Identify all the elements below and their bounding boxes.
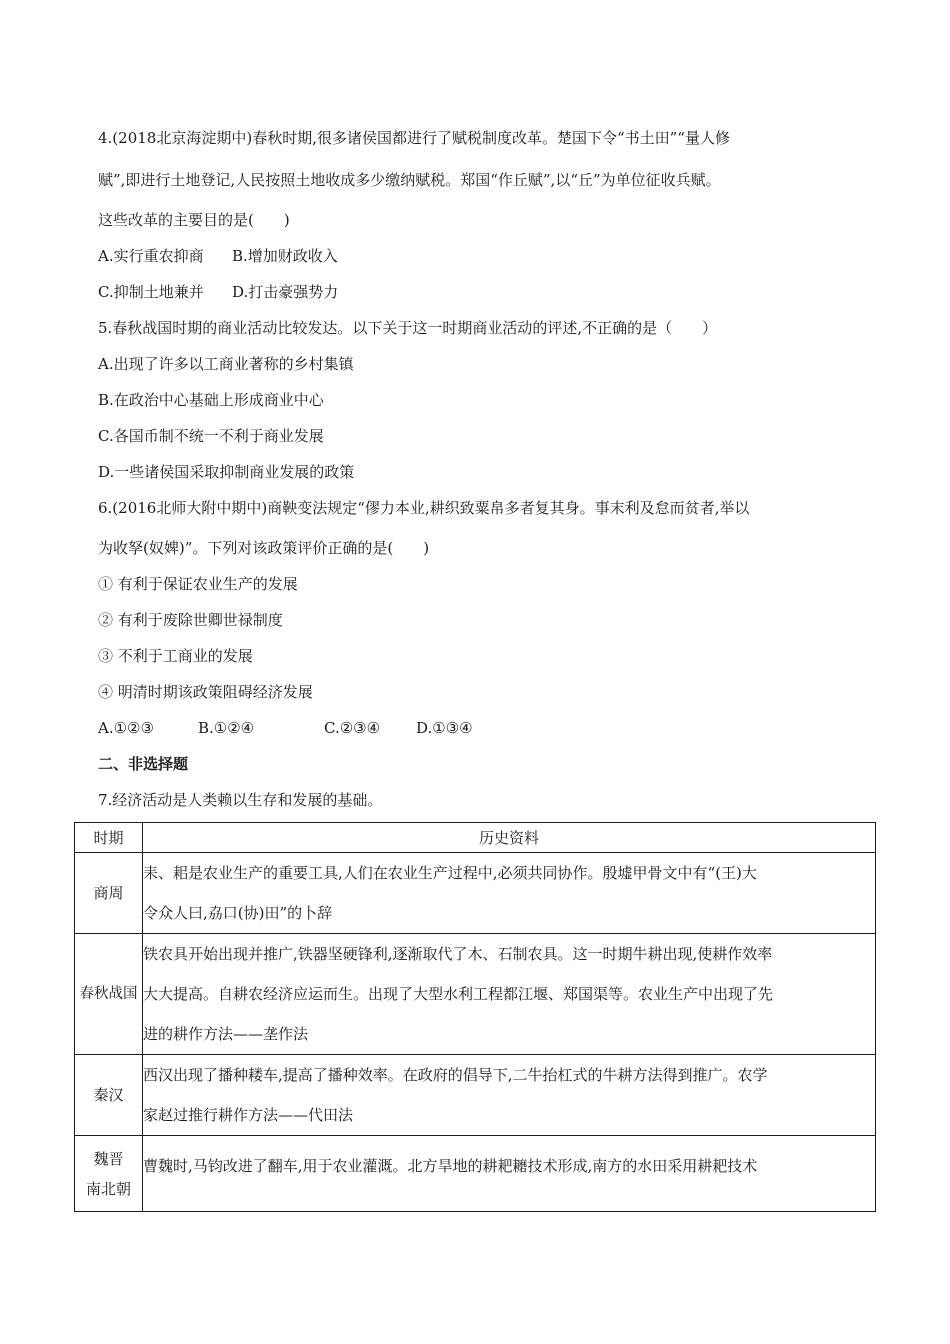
q4-option-c: C.抑制土地兼并 <box>98 283 204 301</box>
q6-statement-2: ② 有利于废除世卿世禄制度 <box>98 611 283 629</box>
period-label: 秦汉 <box>93 1086 124 1104</box>
material-line: 大大提高。自耕农经济应运而生。出现了大型水利工程都江堰、郑国渠等。农业生产中出现了先 <box>143 985 774 1003</box>
q6-option-b: B.①②④ <box>198 719 255 737</box>
q5-option-c: C.各国币制不统一不利于商业发展 <box>98 427 324 445</box>
header-period: 时期 <box>75 823 143 853</box>
q6-stem-line-1: 6.(2016北师大附中期中)商鞅变法规定“僇力本业,耕织致粟帛多者复其身。事末利及怠而贫者,举以 <box>98 499 750 517</box>
material-cell <box>143 934 876 1055</box>
period-label: 南北朝 <box>85 1179 131 1198</box>
q5-option-a: A.出现了许多以工商业著称的乡村集镇 <box>98 355 354 373</box>
q6-option-a: A.①②③ <box>98 719 154 737</box>
q6-statement-4: ④ 明清时期该政策阻碍经济发展 <box>98 683 313 701</box>
period-cell <box>75 934 143 1055</box>
q4-option-b: B.增加财政收入 <box>232 247 338 265</box>
table-row <box>75 1055 876 1136</box>
material-line: 耒、耜是农业生产的重要工具,人们在农业生产过程中,必须共同协作。殷墟甲骨文中有“(王)大 <box>143 864 757 882</box>
material-cell <box>143 853 876 934</box>
q4-option-a: A.实行重农抑商 <box>98 247 204 265</box>
table-row <box>75 1136 876 1212</box>
q6-statement-1: ① 有利于保证农业生产的发展 <box>98 575 298 593</box>
period-cell <box>75 853 143 934</box>
section-heading: 二、非选择题 <box>98 755 189 773</box>
period-cell <box>75 1136 143 1212</box>
q5-stem: 5.春秋战国时期的商业活动比较发达。以下关于这一时期商业活动的评述,不正确的是（ ） <box>98 319 718 337</box>
material-line: 曹魏时,马钧改进了翻车,用于农业灌溉。北方旱地的耕耙耱技术形成,南方的水田采用耕耙技术 <box>143 1157 758 1175</box>
material-line: 铁农具开始出现并推广,铁器坚硬锋利,逐渐取代了木、石制农具。这一时期牛耕出现,使耕作效率 <box>143 945 773 963</box>
q6-option-d: D.①③④ <box>416 719 473 737</box>
material-cell <box>143 1136 876 1212</box>
q5-option-d: D.一些诸侯国采取抑制商业发展的政策 <box>98 463 355 481</box>
q4-stem-line-1: 4.(2018北京海淀期中)春秋时期,很多诸侯国都进行了赋税制度改革。楚国下令“书土田”“量人修 <box>98 129 730 147</box>
material-line: 令众人曰,劦口(协)田”的卜辞 <box>143 904 333 922</box>
material-line: 家赵过推行耕作方法——代田法 <box>143 1106 354 1124</box>
q6-option-c: C.②③④ <box>324 719 381 737</box>
q5-option-b: B.在政治中心基础上形成商业中心 <box>98 391 324 409</box>
period-label: 魏晋 <box>93 1149 124 1168</box>
table-row <box>75 934 876 1055</box>
table-row <box>75 853 876 934</box>
period-cell <box>75 1055 143 1136</box>
q6-stem-line-2: 为收孥(奴婢)”。下列对该政策评价正确的是( ) <box>98 539 430 557</box>
q4-stem-line-2: 赋”,即进行土地登记,人民按照土地收成多少缴纳赋税。郑国“作丘赋”,以“丘”为单位征收兵赋。 <box>98 171 721 189</box>
material-line: 西汉出现了播种耧车,提高了播种效率。在政府的倡导下,二牛抬杠式的牛耕方法得到推广。农学 <box>143 1066 768 1084</box>
history-table <box>74 822 876 1212</box>
table-header-row <box>75 823 876 853</box>
material-cell <box>143 1055 876 1136</box>
q7-stem: 7.经济活动是人类赖以生存和发展的基础。 <box>98 791 383 809</box>
period-label: 春秋战国 <box>79 986 138 1002</box>
header-material: 历史资料 <box>143 823 876 853</box>
q4-stem-line-3: 这些改革的主要目的是( ) <box>98 211 290 229</box>
q6-statement-3: ③ 不利于工商业的发展 <box>98 647 253 665</box>
period-label: 商周 <box>93 884 124 902</box>
q4-option-d: D.打击豪强势力 <box>232 283 339 301</box>
material-line: 进的耕作方法——垄作法 <box>143 1025 309 1043</box>
